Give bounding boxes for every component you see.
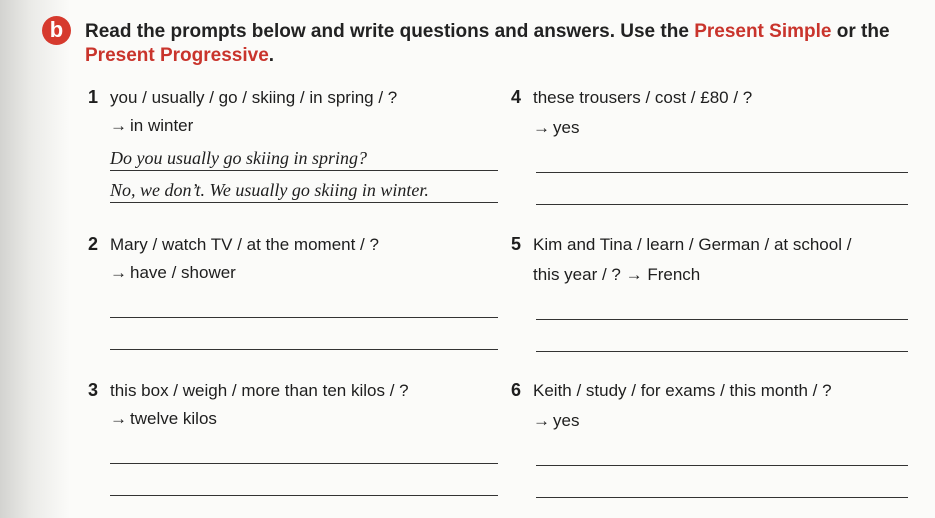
instruction-text-end: . <box>268 45 275 66</box>
question-answer-line[interactable] <box>536 148 908 173</box>
cue-text: in winter <box>130 116 194 135</box>
cue-text: twelve kilos <box>130 409 217 428</box>
exercise-instruction <box>85 20 915 68</box>
answer-line[interactable] <box>536 473 908 498</box>
item-number: 4 <box>511 87 522 107</box>
cue-line <box>110 263 236 283</box>
item-number: 6 <box>511 380 522 400</box>
prompt-line <box>511 380 832 401</box>
question-answer-line[interactable] <box>110 439 498 464</box>
cue-text: yes <box>553 411 580 430</box>
cue-line <box>533 265 700 285</box>
cue-line <box>110 409 217 429</box>
prompt-line <box>88 234 379 255</box>
item-number: 1 <box>88 87 99 107</box>
cue-line <box>533 411 579 431</box>
prompt-text: these trousers / cost / £80 / ? <box>533 88 753 107</box>
prompt-line <box>511 87 752 108</box>
question-answer-line[interactable] <box>536 441 908 466</box>
arrow-icon: → <box>110 116 127 135</box>
prompt-line <box>511 234 851 255</box>
prompt-text: this box / weigh / more than ten kilos / ? <box>110 381 409 400</box>
page-gutter-shadow <box>0 0 70 518</box>
cue-line <box>110 116 193 136</box>
answer-line[interactable]: No, we don’t. We usually go skiing in winter. <box>110 178 498 203</box>
cue-line <box>533 118 579 138</box>
item-number: 2 <box>88 234 99 254</box>
answer-line[interactable] <box>110 471 498 496</box>
answer-line[interactable] <box>536 327 908 352</box>
question-answer-line[interactable] <box>536 295 908 320</box>
instruction-text: Read the prompts below and write questions and answers. Use the <box>85 21 695 42</box>
present-simple-highlight: Present Simple <box>694 21 832 42</box>
answer-line[interactable] <box>536 180 908 205</box>
item-number: 5 <box>511 234 522 254</box>
arrow-icon: → <box>110 409 127 428</box>
arrow-icon: → <box>110 263 127 282</box>
prompt-text: you / usually / go / skiing / in spring / ? <box>110 88 398 107</box>
question-answer-line[interactable]: Do you usually go skiing in spring? <box>110 146 498 171</box>
prompt-text: Keith / study / for exams / this month / ? <box>533 381 832 400</box>
prompt-line <box>88 87 397 108</box>
cue-text: yes <box>553 118 580 137</box>
prompt-text: Kim and Tina / learn / German / at school / <box>533 235 852 254</box>
arrow-icon: → <box>533 411 550 430</box>
question-answer-line[interactable] <box>110 293 498 318</box>
present-progressive-highlight: Present Progressive <box>85 45 269 66</box>
instruction-text-middle: or the <box>831 21 890 42</box>
prompt-text: Mary / watch TV / at the moment / ? <box>110 235 379 254</box>
cue-text: this year / ? → French <box>533 265 701 284</box>
answer-line[interactable] <box>110 325 498 350</box>
arrow-icon: → <box>533 118 550 137</box>
cue-text: have / shower <box>130 263 236 282</box>
prompt-line <box>88 380 409 401</box>
exercise-badge: b <box>42 16 71 45</box>
item-number: 3 <box>88 380 99 400</box>
